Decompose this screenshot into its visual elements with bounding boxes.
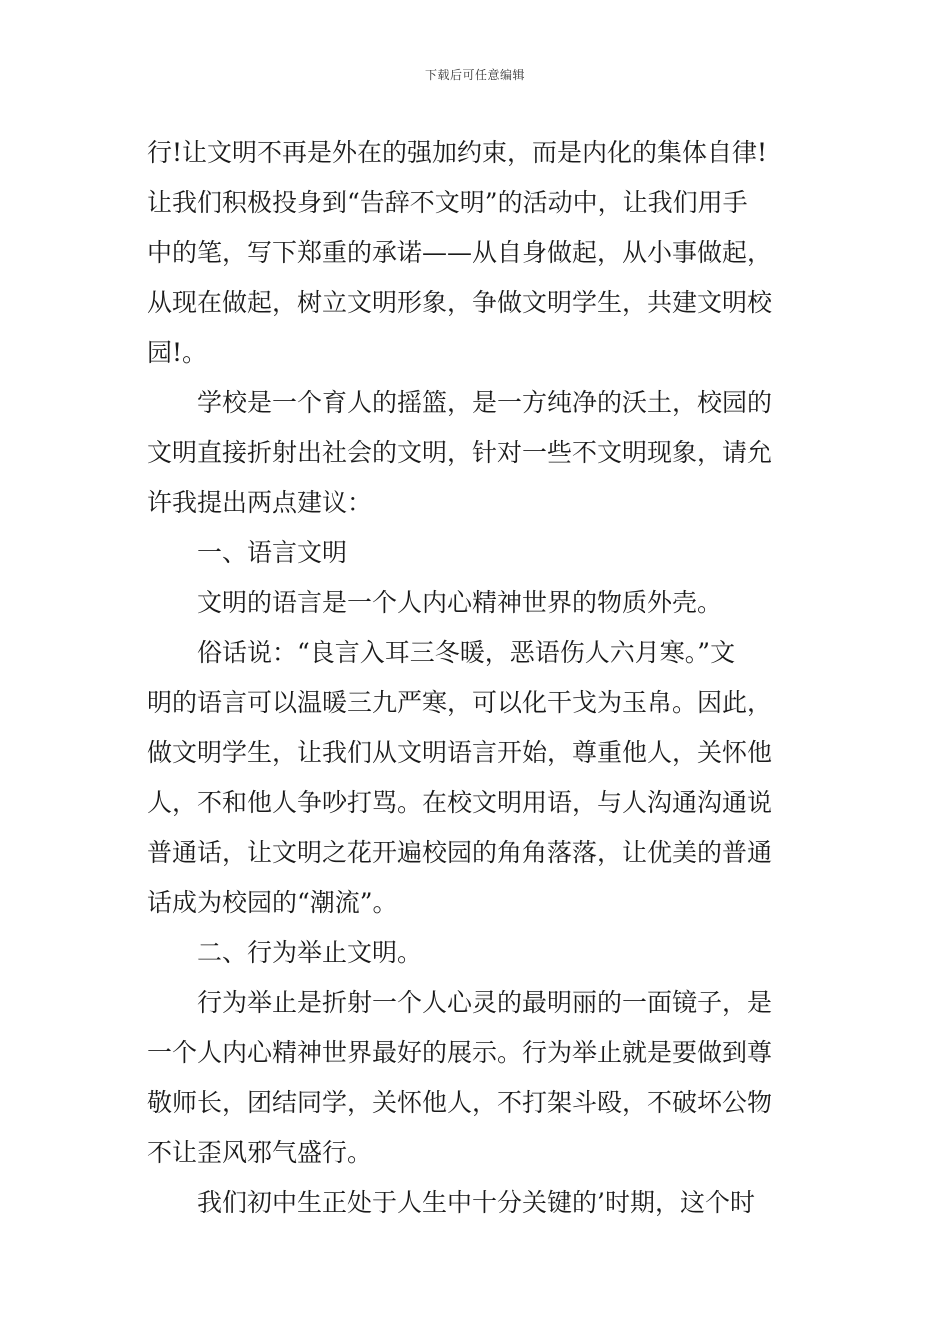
text-line: 让我们积极投身到“告辞不文明”的活动中，让我们用手 <box>147 188 748 217</box>
text-line: 许我提出两点建议： <box>147 488 373 517</box>
text-line: 做文明学生，让我们从文明语言开始，尊重他人，关怀他 <box>147 738 773 767</box>
text-line: 文明直接折射出社会的文明，针对一些不文明现象，请允 <box>147 438 773 467</box>
text-line: 人，不和他人争吵打骂。在校文明用语，与人沟通沟通说 <box>147 788 773 817</box>
text-line: 敬师长，团结同学，关怀他人，不打架斗殴，不破坏公物 <box>147 1088 773 1117</box>
paragraph-start-line: 文明的语言是一个人内心精神世界的物质外壳。 <box>197 588 723 617</box>
paragraph-start-line: 行为举止是折射一个人心灵的最明丽的一面镜子，是 <box>197 988 773 1017</box>
document-body <box>147 128 807 1228</box>
text-line: 话成为校园的“潮流”。 <box>147 888 398 917</box>
text-line: 明的语言可以温暖三九严寒，可以化干戈为玉帛。因此， <box>147 688 773 717</box>
paragraph-start-line: 我们初中生正处于人生中十分关键的’时期，这个时 <box>197 1188 755 1217</box>
text-line: 普通话，让文明之花开遍校园的角角落落，让优美的普通 <box>147 838 773 867</box>
text-line: 行!让文明不再是外在的强加约束，而是内化的集体自律! <box>147 138 768 167</box>
page-header: 下载后可任意编辑 <box>424 68 525 82</box>
text-line: 园!。 <box>147 338 208 367</box>
paragraph-start-line: 学校是一个育人的摇篮，是一方纯净的沃土，校园的 <box>197 388 773 417</box>
paragraph-start-line: 俗话说：“良言入耳三冬暖，恶语伤人六月寒。”文 <box>197 638 736 667</box>
section-heading-behavior: 二、行为举止文明。 <box>197 938 423 967</box>
text-line: 一个人内心精神世界最好的展示。行为举止就是要做到尊 <box>147 1038 773 1067</box>
text-line: 从现在做起，树立文明形象，争做文明学生，共建文明校 <box>147 288 773 317</box>
text-line: 不让歪风邪气盛行。 <box>147 1138 373 1167</box>
text-line: 中的笔，写下郑重的承诺——从自身做起，从小事做起， <box>147 238 773 267</box>
section-heading-language: 一、语言文明 <box>197 538 348 567</box>
